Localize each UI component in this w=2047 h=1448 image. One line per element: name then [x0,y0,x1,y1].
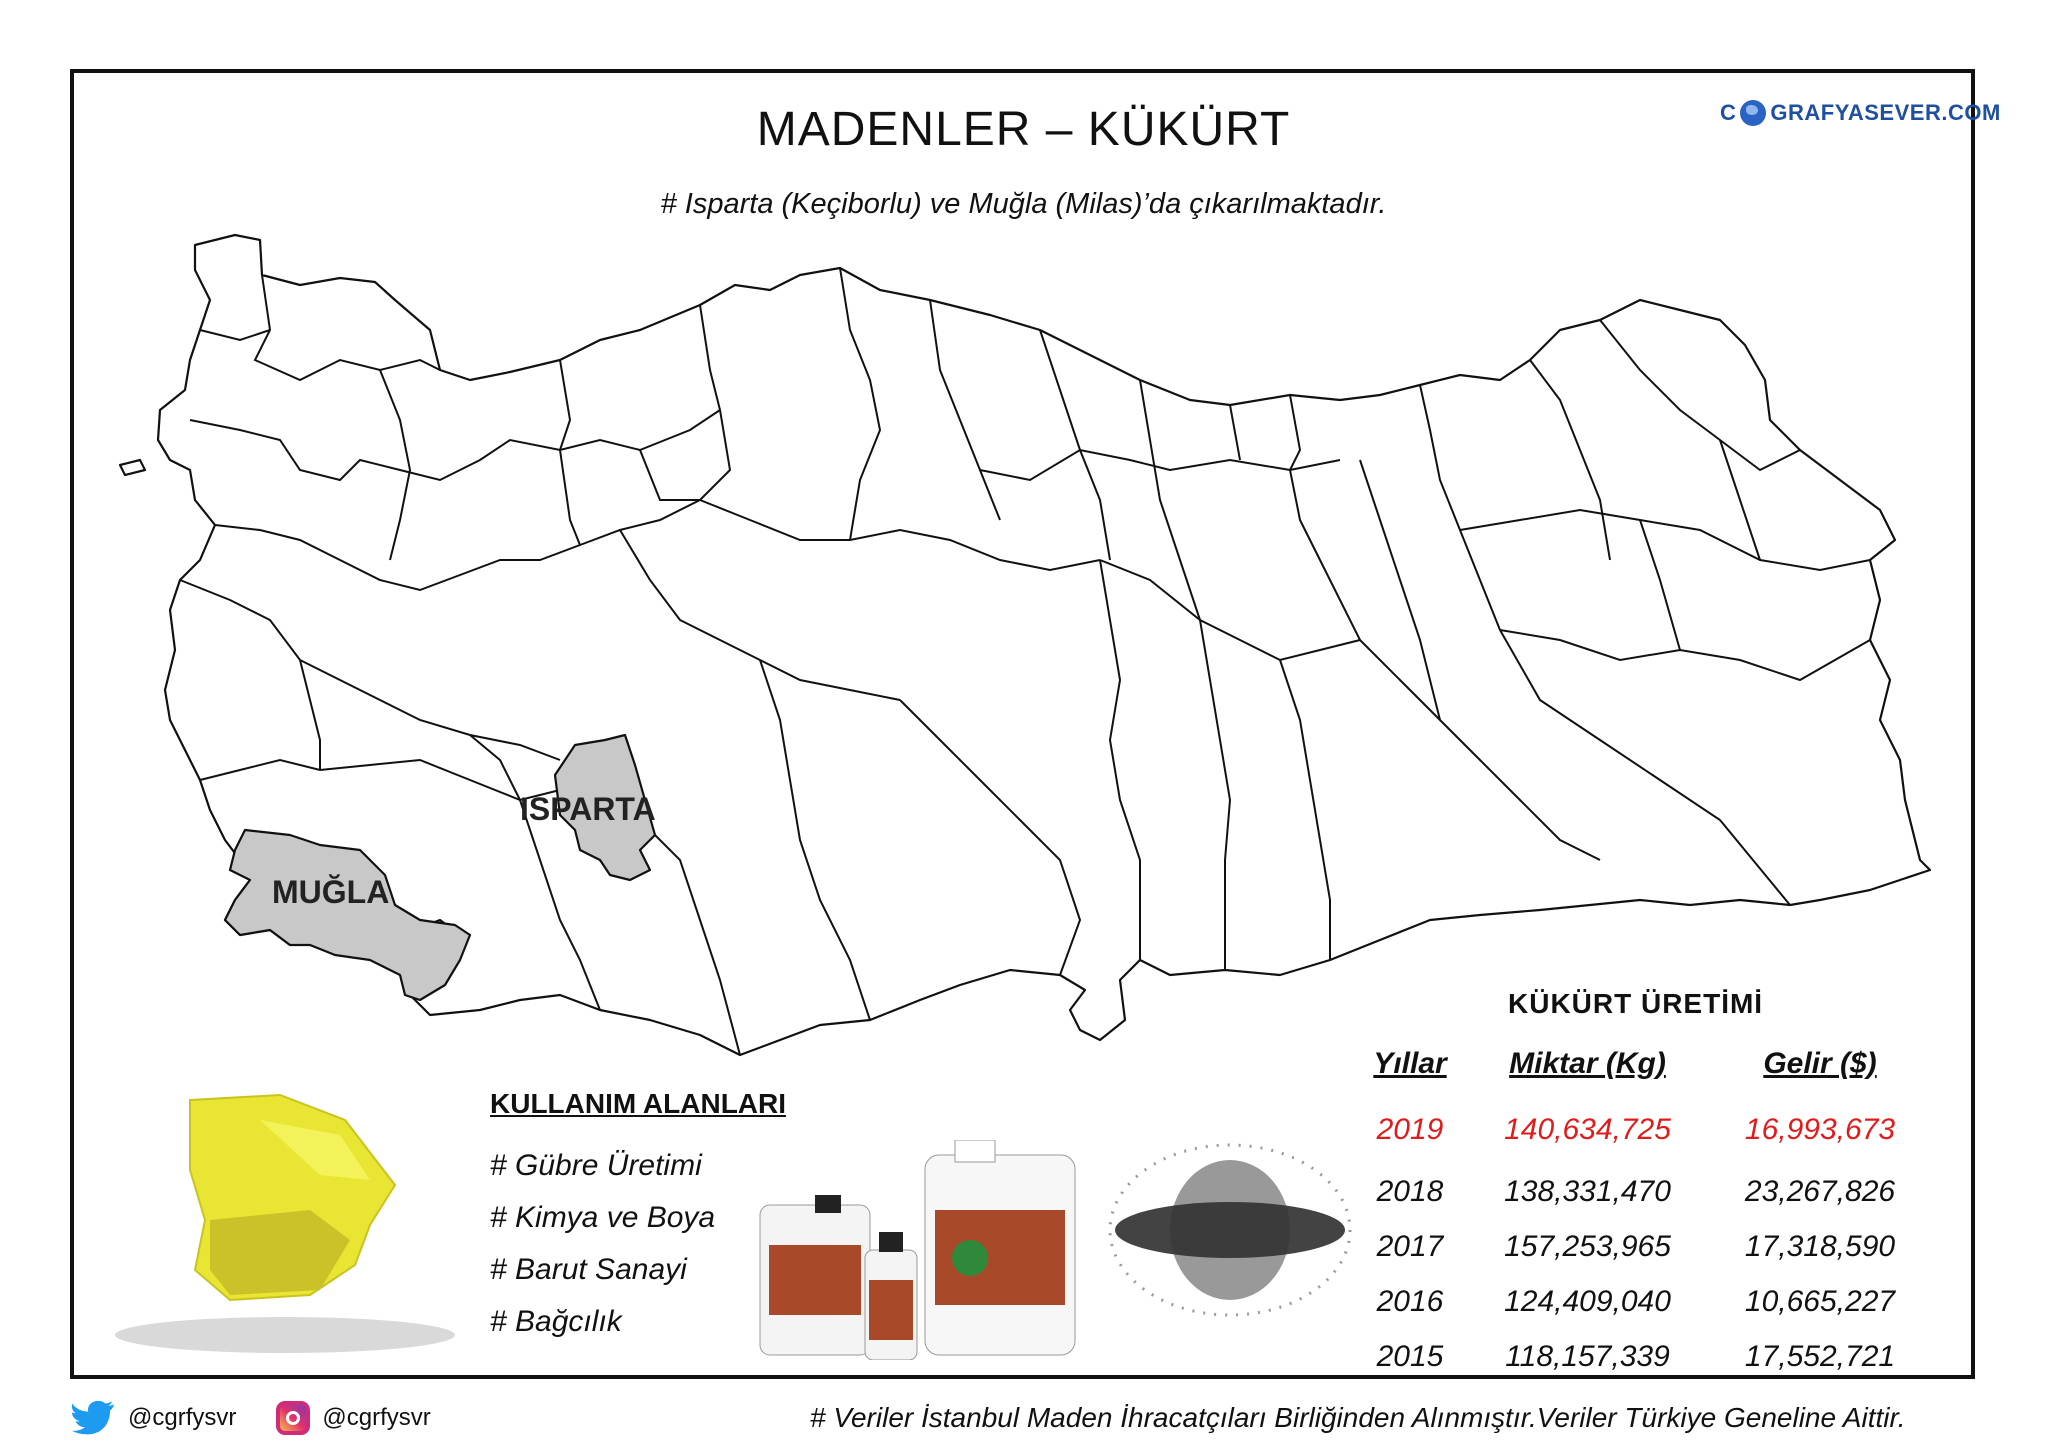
table-row [1355,1274,1930,1329]
revenue-cell: 23,267,826 [1744,1174,1896,1208]
list-item: # Barut Sanayi [490,1253,687,1286]
uses-title: KULLANIM ALANLARI [490,1088,787,1119]
column-header-amount: Miktar (Kg) [1509,1047,1666,1080]
crystal-shadow [115,1317,455,1353]
jug-right-cap [955,1140,995,1162]
revenue-cell: 17,552,721 [1744,1339,1896,1373]
fertilizer-bottles-photo [755,1140,1085,1360]
table-row [1355,1219,1930,1274]
twitter-handle[interactable]: @cgrfysvr [128,1404,237,1431]
sulfur-crystal-photo [110,1080,460,1360]
leaf-icon [952,1240,988,1276]
instagram-handle[interactable]: @cgrfysvr [322,1404,431,1431]
uses-list [490,1140,715,1348]
page-title: MADENLER – KÜKÜRT [756,103,1291,156]
data-source-note: # Veriler İstanbul Maden İhracatçıları Birliğinden Alınmıştır.Veriler Türkiye Geneline Aittir. [810,1402,1906,1433]
page-subtitle: # Isparta (Keçiborlu) ve Muğla (Milas)’da çıkarılmaktadır. [660,188,1387,220]
amount-cell: 157,253,965 [1504,1229,1671,1263]
revenue-cell: 17,318,590 [1744,1229,1896,1263]
revenue-cell: 16,993,673 [1744,1113,1896,1146]
logo-prefix: C [1720,100,1737,125]
table-row [1355,1329,1930,1384]
logo-text: GRAFYASEVER.COM [1770,100,2001,125]
table-header-row [1355,1036,1930,1092]
production-table [1355,1036,1930,1384]
list-item: # Bağcılık [490,1305,622,1338]
mugla-label: MUĞLA [272,874,390,910]
production-title: KÜKÜRT ÜRETİMİ [1508,988,1764,1019]
twitter-icon[interactable] [72,1400,116,1436]
amount-cell: 140,634,725 [1504,1113,1671,1146]
instagram-icon[interactable] [276,1401,310,1435]
year-cell: 2017 [1376,1229,1444,1263]
bottle-small-cap [879,1232,903,1252]
list-item: # Kimya ve Boya [490,1201,716,1234]
year-cell: 2019 [1376,1113,1444,1146]
year-cell: 2018 [1376,1174,1444,1208]
jug-left-label [769,1245,861,1315]
powder-splash-photo [1105,1130,1355,1330]
column-header-years: Yıllar [1373,1047,1447,1080]
social-links [72,1400,431,1436]
amount-cell: 138,331,470 [1504,1174,1671,1208]
isparta-label: ISPARTA [520,791,656,827]
year-cell: 2016 [1376,1284,1444,1318]
table-row [1355,1164,1930,1219]
year-cell: 2015 [1376,1339,1444,1373]
table-row [1355,1092,1930,1164]
amount-cell: 124,409,040 [1504,1284,1671,1318]
revenue-cell: 10,665,227 [1744,1284,1896,1318]
list-item: # Gübre Üretimi [490,1149,702,1182]
jug-left-cap [815,1195,841,1213]
powder-spray [1170,1160,1290,1300]
amount-cell: 118,157,339 [1505,1339,1670,1373]
column-header-revenue: Gelir ($) [1763,1047,1877,1080]
bottle-small-label [869,1280,913,1340]
